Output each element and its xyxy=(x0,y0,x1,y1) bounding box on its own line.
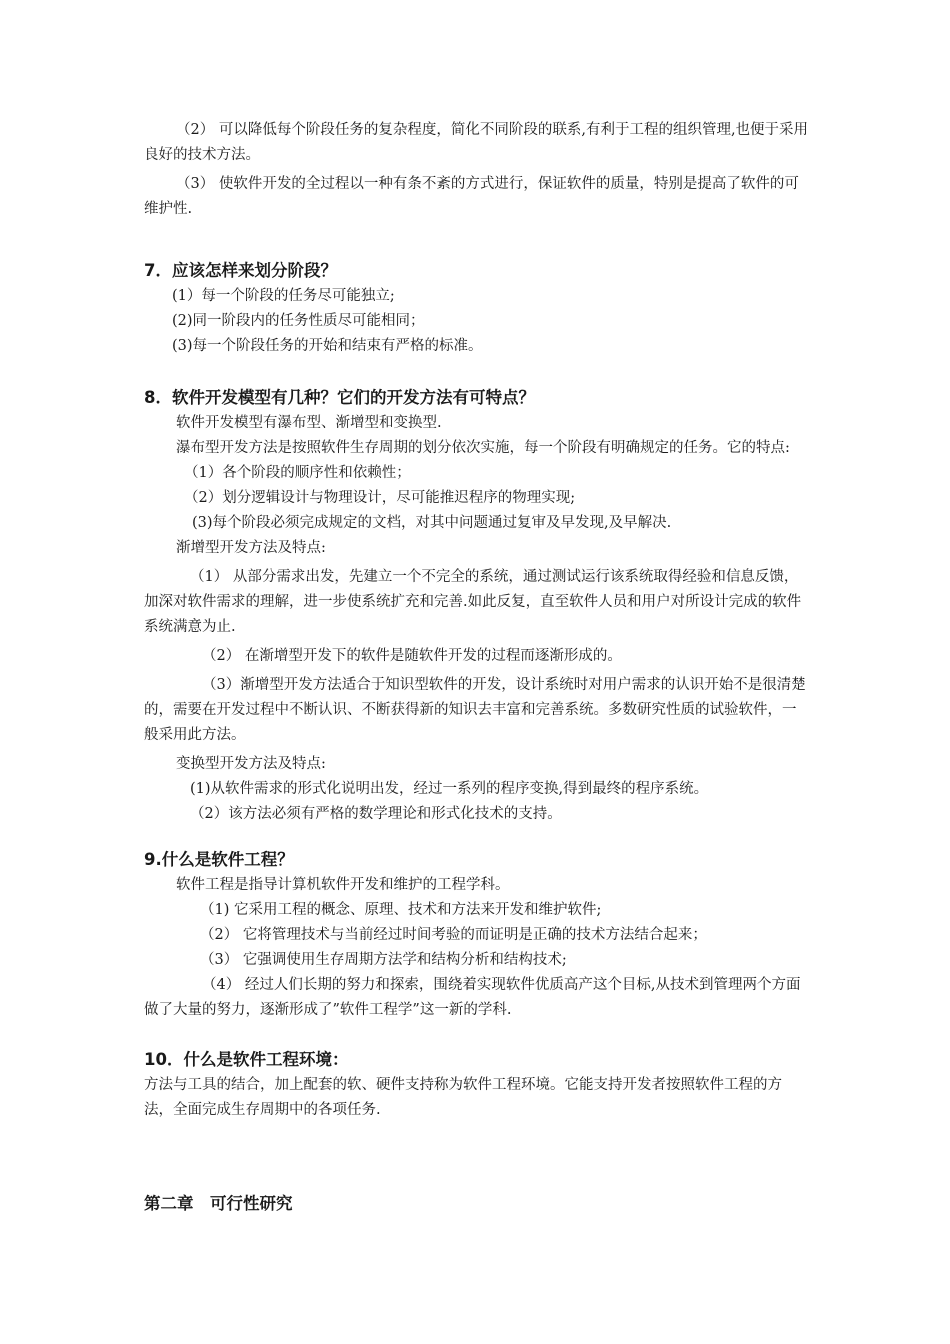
q8-transform-2: （2）该方法必须有严格的数学理论和形式化技术的支持。 xyxy=(190,806,562,822)
q8-incremental-title: 渐增型开发方法及特点: xyxy=(176,540,326,556)
q8-waterfall-2: （2）划分逻辑设计与物理设计，尽可能推迟程序的物理实现; xyxy=(184,490,576,506)
q8-heading: 8．软件开发模型有几种？它们的开发方法有可特点？ xyxy=(144,388,535,407)
q8-incremental-3: （3）渐增型开发方法适合于知识型软件的开发，设计系统时对用户需求的认识开始不是很清楚的，需要在开发过程中不断认识、不断获得新的知识去丰富和完善系统。多数研究性质的试验软件，一般采用此方法。 xyxy=(144,677,806,743)
q7-item-1: (1）每一个阶段的任务尽可能独立; xyxy=(172,288,395,304)
q7-item-2: (2)同一阶段内的任务性质尽可能相同； xyxy=(172,313,425,329)
q8-line-1: 软件开发模型有瀑布型、渐增型和变换型. xyxy=(176,415,442,431)
q9-item-2: （2） 它将管理技术与当前经过时间考验的而证明是正确的技术方法结合起来； xyxy=(200,927,707,943)
document-page xyxy=(144,118,809,1217)
q9-item-1: （1) 它采用工程的概念、原理、技术和方法来开发和维护软件; xyxy=(200,902,602,918)
q10-heading: 10．什么是软件工程环境： xyxy=(144,1050,349,1069)
chapter-2-heading: 第二章 可行性研究 xyxy=(144,1194,293,1213)
q7-item-3: (3)每一个阶段任务的开始和结束有严格的标准。 xyxy=(172,338,483,354)
intro-paragraph-3: （3） 使软件开发的全过程以一种有条不紊的方式进行，保证软件的质量，特别是提高了软件的可维护性. xyxy=(144,176,799,217)
q8-transform-title: 变换型开发方法及特点: xyxy=(176,756,326,772)
q8-waterfall-1: （1）各个阶段的顺序性和依赖性； xyxy=(184,465,411,481)
q9-item-3: （3） 它强调使用生存周期方法学和结构分析和结构技术; xyxy=(200,952,567,968)
q7-heading: 7．应该怎样来划分阶段？ xyxy=(144,261,337,280)
q8-line-2: 瀑布型开发方法是按照软件生存周期的划分依次实施，每一个阶段有明确规定的任务。它的特点: xyxy=(176,440,790,456)
q8-transform-1: (1)从软件需求的形式化说明出发，经过一系列的程序变换,得到最终的程序系统。 xyxy=(190,781,709,797)
q8-incremental-2: （2） 在渐增型开发下的软件是随软件开发的过程而逐渐形成的。 xyxy=(202,648,622,664)
q8-incremental-1: （1） 从部分需求出发，先建立一个不完全的系统，通过测试运行该系统取得经验和信息反馈，加深对软件需求的理解，进一步使系统扩充和完善.如此反复，直至软件人员和用户对所设计完成的软件系统满意为止. xyxy=(144,569,802,635)
q9-line-1: 软件工程是指导计算机软件开发和维护的工程学科。 xyxy=(176,877,510,893)
q8-waterfall-3: (3)每个阶段必须完成规定的文档，对其中问题通过复审及早发现,及早解决. xyxy=(192,515,672,531)
intro-paragraph-2: （2） 可以降低每个阶段任务的复杂程度，简化不同阶段的联系,有利于工程的组织管理,也便于采用良好的技术方法。 xyxy=(144,122,809,163)
q9-item-4: （4） 经过人们长期的努力和探索，围绕着实现软件优质高产这个目标,从技术到管理两个方面做了大量的努力，逐渐形成了”软件工程学”这一新的学科. xyxy=(144,977,801,1018)
q9-heading: 9.什么是软件工程？ xyxy=(144,850,294,869)
q10-body: 方法与工具的结合，加上配套的软、硬件支持称为软件工程环境。它能支持开发者按照软件工程的方法，全面完成生存周期中的各项任务. xyxy=(144,1077,782,1118)
